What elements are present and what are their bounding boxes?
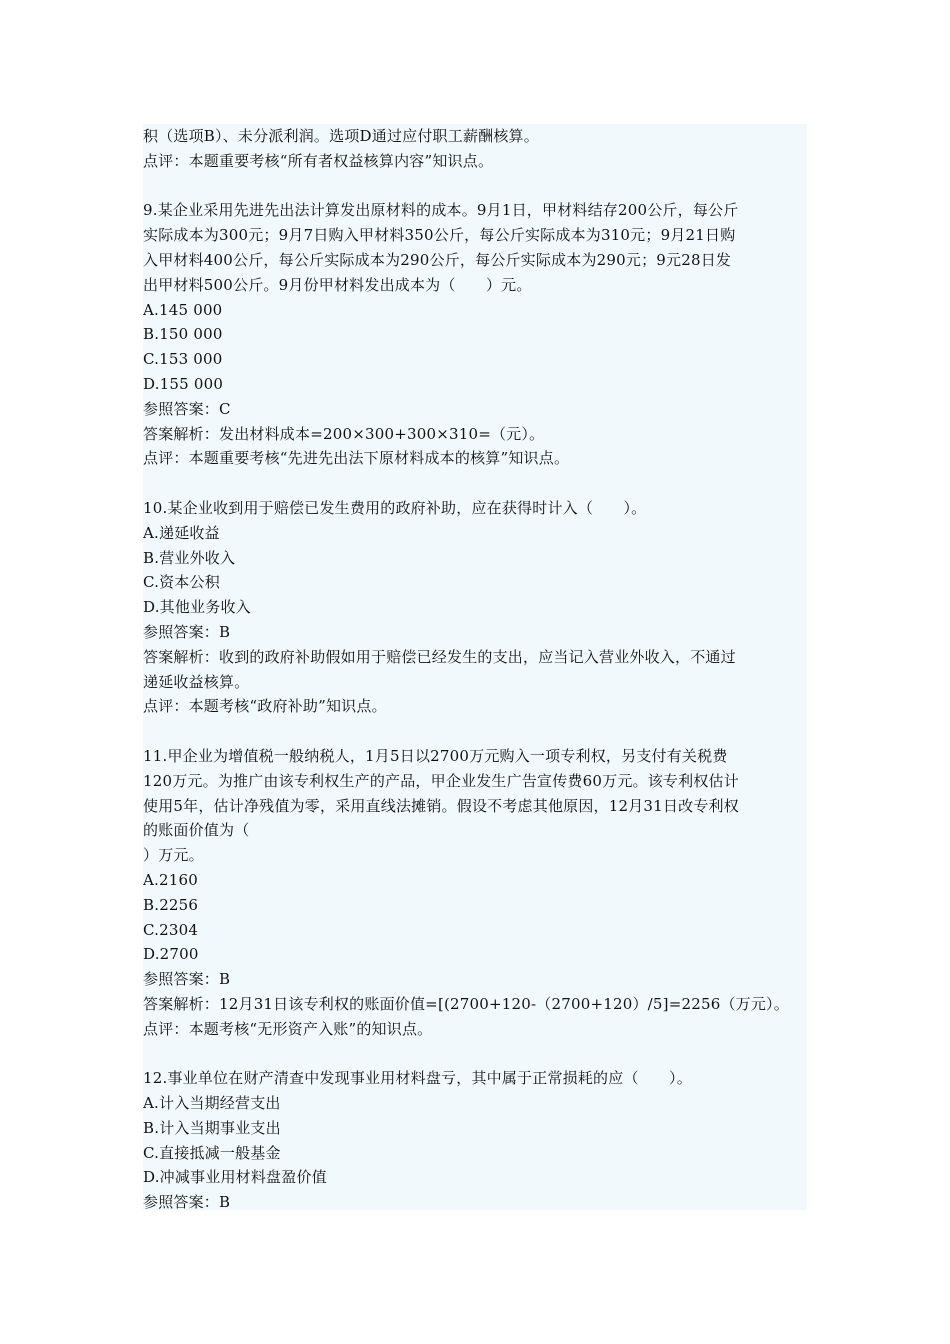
spacer — [143, 1041, 807, 1066]
q11-option-a: A.2160 — [143, 870, 198, 889]
spacer — [143, 719, 807, 744]
q10-option-d: D.其他业务收入 — [143, 598, 251, 617]
q9-option-a: A.145 000 — [143, 300, 223, 319]
q11-analysis: 答案解析：12月31日该专利权的账面价值=[(2700+120-（2700+120）/5]=2256（万元）。 — [143, 994, 789, 1013]
q9-answer: 参照答案：C — [143, 399, 231, 418]
q9-stem-line: 9.某企业采用先进先出法计算发出原材料的成本。9月1日，甲材料结存200公斤，每公斤 — [143, 201, 739, 220]
q11-stem-line: 使用5年，估计净残值为零，采用直线法摊销。假设不考虑其他原因，12月31日改专利权 — [143, 796, 739, 815]
intro-comment: 点评：本题重要考核“所有者权益核算内容”知识点。 — [143, 151, 494, 170]
q11-option-b: B.2256 — [143, 895, 199, 914]
q11-stem-line: 120万元。为推广由该专利权生产的产品，甲企业发生广告宣传费60万元。该专利权估计 — [143, 771, 739, 790]
q11-comment: 点评：本题考核“无形资产入账”的知识点。 — [143, 1019, 433, 1038]
q12-option-b: B.计入当期事业支出 — [143, 1118, 281, 1137]
q10-stem-line: 10.某企业收到用于赔偿已发生费用的政府补助，应在获得时计入（ ）。 — [143, 498, 647, 517]
q9-option-c: C.153 000 — [143, 350, 223, 369]
q9-stem-line: 出甲材料500公斤。9月份甲材料发出成本为（ ）元。 — [143, 275, 532, 294]
q10-option-a: A.递延收益 — [143, 523, 220, 542]
q10-option-b: B.营业外收入 — [143, 548, 236, 567]
q12-stem-line: 12.事业单位在财产清查中发现事业用材料盘亏，其中属于正常损耗的应（ ）。 — [143, 1069, 692, 1088]
q12-answer: 参照答案：B — [143, 1193, 231, 1210]
q11-option-d: D.2700 — [143, 945, 199, 964]
q11-stem-line: ）万元。 — [143, 846, 204, 865]
q9-comment: 点评：本题重要考核“先进先出法下原材料成本的核算”知识点。 — [143, 449, 570, 468]
q10-analysis: 答案解析：收到的政府补助假如用于赔偿已经发生的支出，应当记入营业外收入，不通过 — [143, 647, 736, 666]
spacer — [143, 471, 807, 496]
intro-line: 积（选项B）、未分派利润。选项D通过应付职工薪酬核算。 — [143, 127, 539, 145]
q12-option-d: D.冲减事业用材料盘盈价值 — [143, 1168, 327, 1187]
q10-answer: 参照答案：B — [143, 622, 231, 641]
q11-stem-line: 的账面价值为（ — [143, 821, 250, 840]
q9-option-b: B.150 000 — [143, 325, 223, 344]
q12-option-c: C.直接抵减一般基金 — [143, 1143, 281, 1162]
q9-stem-line: 入甲材料400公斤，每公斤实际成本为290公斤，每公斤实际成本为290元；9元28日发 — [143, 250, 732, 269]
document-body — [143, 124, 807, 1210]
q11-option-c: C.2304 — [143, 920, 199, 939]
q9-analysis: 答案解析：发出材料成本=200×300+300×310=（元）。 — [143, 424, 545, 443]
q9-stem-line: 实际成本为300元；9月7日购入甲材料350公斤，每公斤实际成本为310元；9月21日购 — [143, 226, 736, 245]
q10-option-c: C.资本公积 — [143, 573, 220, 592]
q12-option-a: A.计入当期经营支出 — [143, 1094, 281, 1113]
q11-answer: 参照答案：B — [143, 970, 231, 989]
q10-comment: 点评：本题考核“政府补助”知识点。 — [143, 697, 387, 716]
q10-analysis: 递延收益核算。 — [143, 672, 250, 691]
q9-option-d: D.155 000 — [143, 374, 224, 393]
q11-stem-line: 11.甲企业为增值税一般纳税人，1月5日以2700万元购入一项专利权，另支付有关税费 — [143, 746, 728, 765]
spacer — [143, 174, 807, 199]
